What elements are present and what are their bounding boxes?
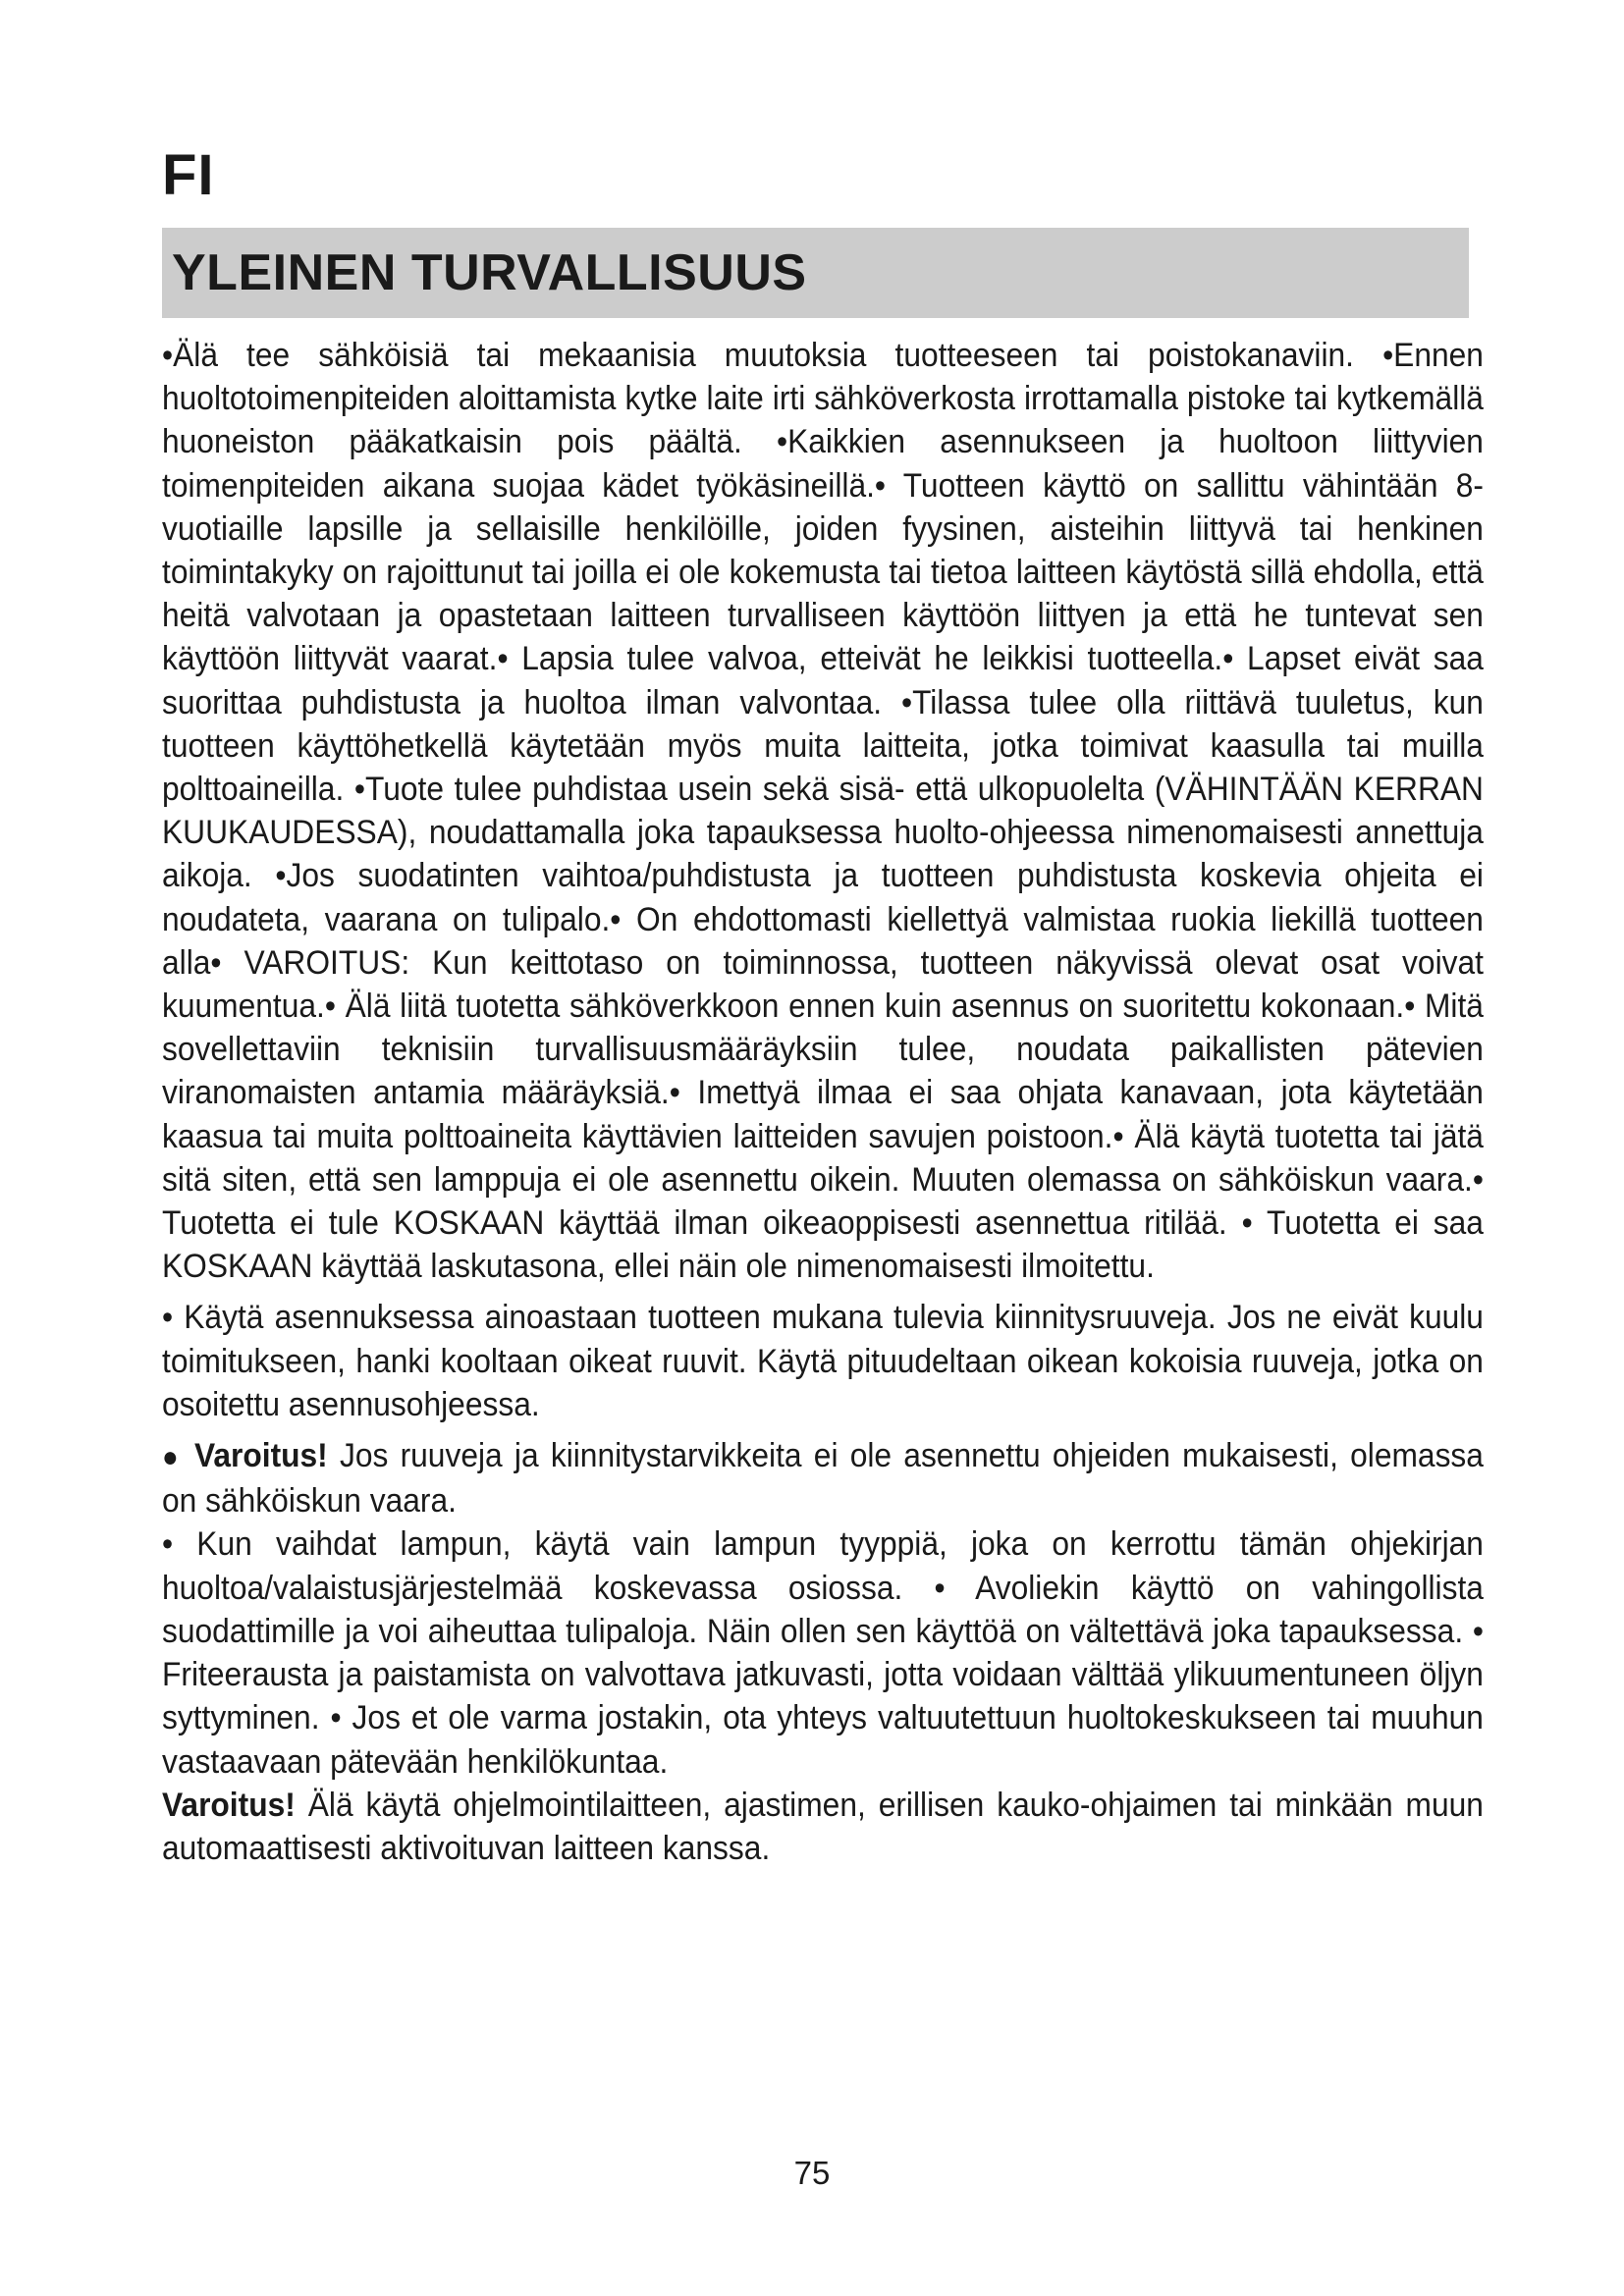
section-title: YLEINEN TURVALLISUUS bbox=[172, 244, 807, 301]
paragraph-safety-rules: •Älä tee sähköisiä tai mekaanisia muutoksia tuotteeseen tai poistokanaviin. •Ennen huoltotoimenpiteiden aloittamista kytke laite irti sähköverkosta irrottamalla pistoke tai kytkemällä huoneiston pääkatkaisin pois päältä. •Kaikkien asennukseen ja huoltoon liittyvien toimenpiteiden aikana suojaa kädet työkäsineillä.• Tuotteen käyttö on sallittu vähintään 8-vuotiaille lapsille ja sellaisille henkilöille, joiden fyysinen, aisteihin liittyvä tai henkinen toimintakyky on rajoittunut tai joilla ei ole kokemusta tai tietoa laitteen käytöstä sillä ehdolla, että heitä valvotaan ja opastetaan laitteen turvalliseen käyttöön liittyen ja että he tuntevat sen käyttöön liittyvät vaarat.• Lapsia tulee valvoa, etteivät he leikkisi tuotteella.• Lapset eivät saa suorittaa puhdistusta ja huoltoa ilman valvontaa. •Tilassa tulee olla riittävä tuuletus, kun tuotteen käyttöhetkellä käytetään myös muita laitteita, jotka toimivat kaasulla tai muilla polttoaineilla. •Tuote tulee puhdistaa usein sekä sisä- että ulkopuolelta (VÄHINTÄÄN KERRAN KUUKAUDESSA), noudattamalla joka tapauksessa huolto-ohjeessa nimenomaisesti annettuja aikoja. •Jos suodatinten vaihtoa/puhdistusta ja tuotteen puhdistusta koskevia ohjeita ei noudateta, vaarana on tulipalo.• On ehdottomasti kiellettyä valmistaa ruokia liekillä tuotteen alla• VAROITUS: Kun keittotaso on toiminnossa, tuotteen näkyvissä olevat osat voivat kuumentua.• Älä liitä tuotetta sähköverkkoon ennen kuin asennus on suoritettu kokonaan.• Mitä sovellettaviin teknisiin turvallisuusmääräyksiin tulee, noudata paikallisten pätevien viranomaisten antamia määräyksiä.• Imettyä ilmaa ei saa ohjata kanavaan, jota käytetään kaasua tai muita polttoaineita käyttävien laitteiden savujen poistoon.• Älä käytä tuotetta tai jätä sitä siten, että sen lamppuja ei ole asennettu oikein. Muuten olemassa on sähköiskun vaara.• Tuotetta ei tule KOSKAAN käyttää ilman oikeaoppisesti asennettua ritilää. • Tuotetta ei saa KOSKAAN käyttää laskutasona, ellei näin ole nimenomaisesti ilmoitettu. bbox=[162, 337, 1484, 1286]
bullet-dot-icon: ● bbox=[162, 1441, 183, 1474]
paragraph-lamps-and-fire: • Kun vaihdat lampun, käytä vain lampun tyyppiä, joka on kerrottu tämän ohjekirjan huoltoa/valaistusjärjestelmää koskevassa osiossa. • Avoliekin käyttö on vahingollista suodattimille ja voi aiheuttaa tulipaloja. Näin ollen sen käyttöä on vältettävä joka tapauksessa. • Friteerausta ja paistamista on valvottava jatkuvasti, jotta voidaan välttää ylikuumentuneen öljyn syttyminen. • Jos et ole varma jostakin, ota yhteys valtuutettuun huoltokeskukseen tai muuhun vastaavaan pätevään henkilökuntaa. bbox=[162, 1525, 1484, 1781]
warning-text: Jos ruuveja ja kiinnitystarvikkeita ei ole asennettu ohjeiden mukaisesti, olemassa on sähköiskun vaara. bbox=[162, 1437, 1484, 1521]
language-code: FI bbox=[162, 143, 215, 207]
warning-label: Varoitus! bbox=[162, 1786, 296, 1824]
paragraph-warning-automatic bbox=[162, 1784, 1484, 1870]
section-heading-bar bbox=[162, 228, 1469, 318]
body-text bbox=[162, 334, 1484, 1870]
paragraph-screws: • Käytä asennuksessa ainoastaan tuotteen mukana tulevia kiinnitysruuveja. Jos ne eivät kuulu toimitukseen, hanki kooltaan oikeat ruuvit. Käytä pituudeltaan oikean kokoisia ruuveja, jotka on osoitettu asennusohjeessa. bbox=[162, 1299, 1484, 1423]
page-number: 75 bbox=[793, 2155, 831, 2191]
warning-text: Älä käytä ohjelmointilaitteen, ajastimen, erillisen kauko-ohjaimen tai minkään muun automaattisesti aktivoituvan laitteen kanssa. bbox=[162, 1786, 1484, 1867]
paragraph-warning-screws bbox=[162, 1434, 1484, 1522]
warning-label: Varoitus! bbox=[193, 1437, 328, 1475]
